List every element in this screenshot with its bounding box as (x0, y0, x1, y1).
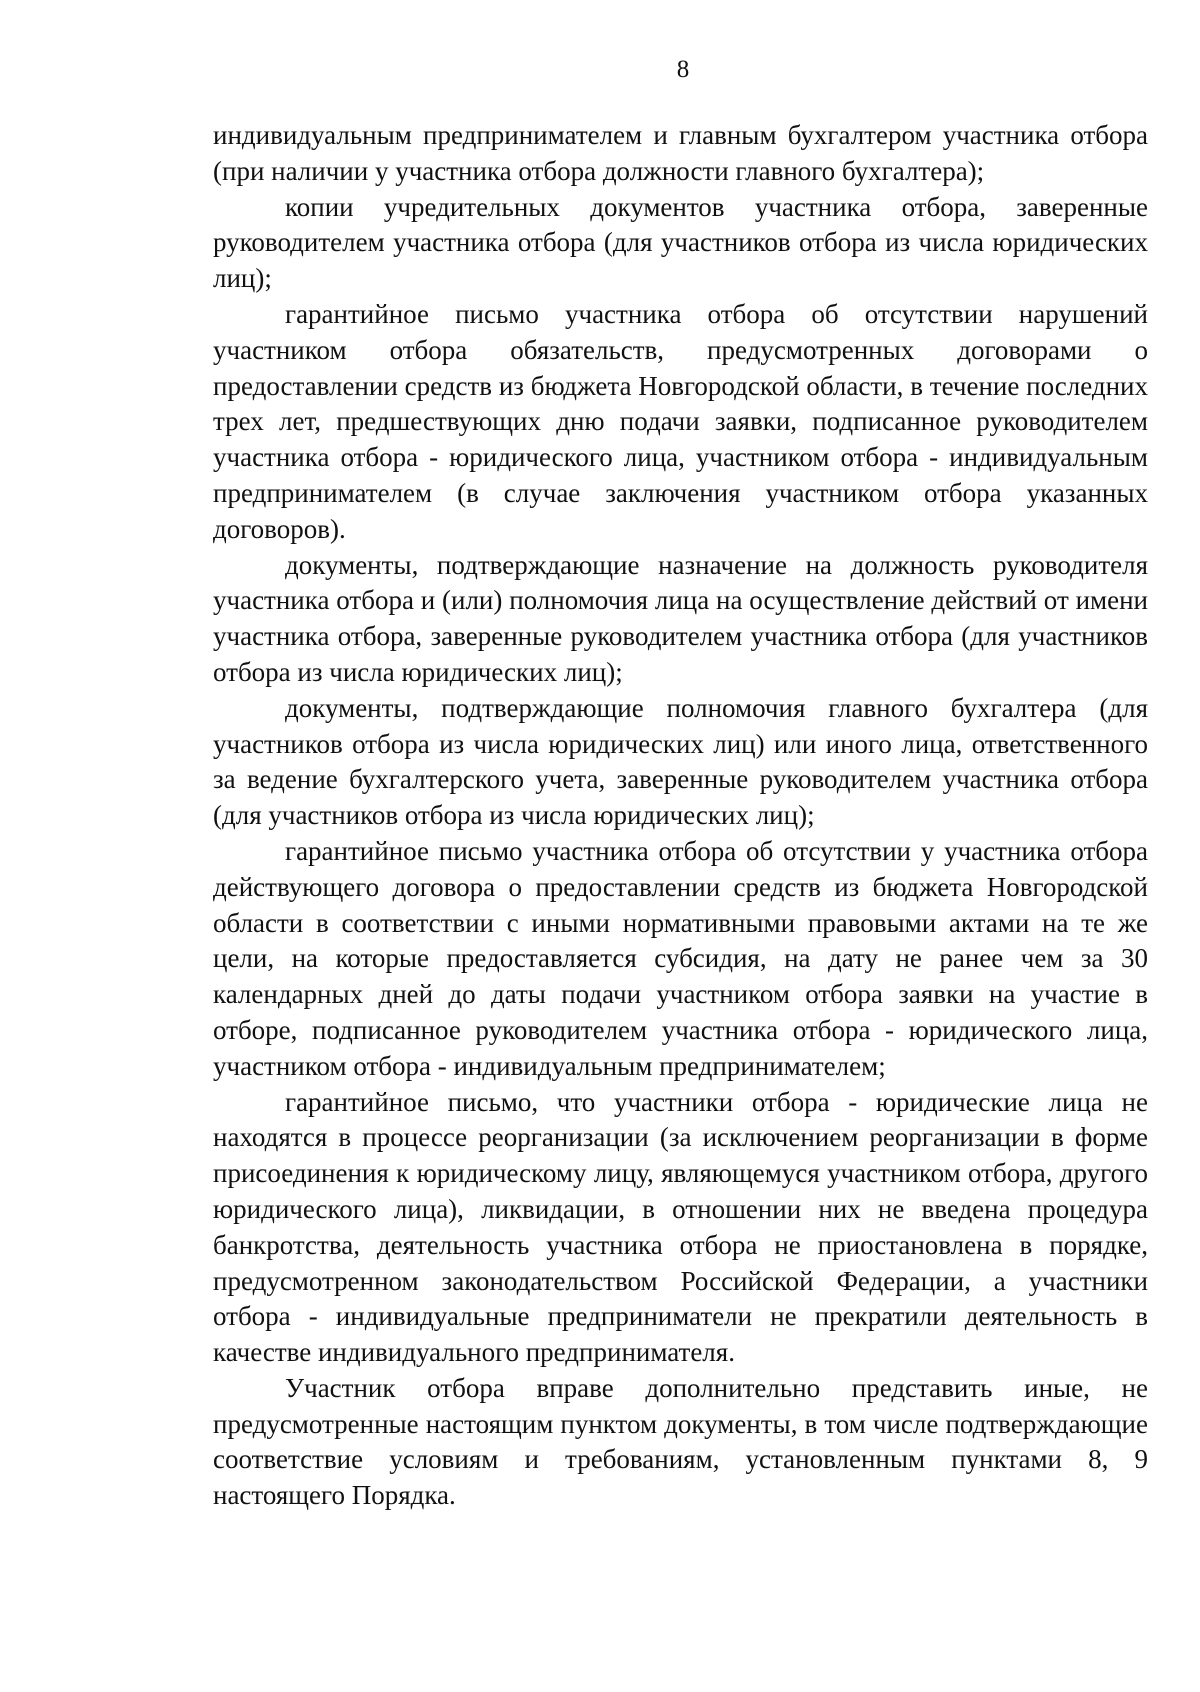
paragraph: Участник отбора вправе дополнительно представить иные, не предусмотренные настоящим пунктом документы, в том числе подтверждающие соответствие условиям и требованиям, установленным пунктами 8, 9 настоящего Порядка. (213, 1372, 1148, 1511)
paragraph: документы, подтверждающие назначение на должность руководителя участника отбора и (или) полномочия лица на осуществление действий от имени участника отбора, заверенные руководителем участника отбора (для участников отбора из числа юридических лиц); (213, 549, 1148, 687)
paragraph: гарантийное письмо участника отбора об отсутствии нарушений участником отбора обязательств, предусмотренных договорами о предоставлении средств из бюджета Новгородской области, в течение последних трех лет, предшествующих дню подачи заявки, подписанное руководителем участника отбора - юридического лица, участником отбора - индивидуальным предпринимателем (в случае заключения участником отбора указанных договоров). (213, 298, 1148, 544)
paragraph: копии учредительных документов участника отбора, заверенные руководителем участника отбора (для участников отбора из числа юридических лиц); (213, 191, 1148, 294)
paragraph: гарантийное письмо, что участники отбора - юридические лица не находятся в процессе реорганизации (за исключением реорганизации в форме присоединения к юридическому лицу, являющемуся участником отбора, другого юридического лица), ликвидации, в отношении них не введена процедура банкротства, деятельность участника отбора не приостановлена в порядке, предусмотренном законодательством Российской Федерации, а участники отбора - индивидуальные предприниматели не прекратили деятельность в качестве индивидуального предпринимателя. (213, 1086, 1148, 1368)
paragraph: документы, подтверждающие полномочия главного бухгалтера (для участников отбора из числа юридических лиц) или иного лица, ответственного за ведение бухгалтерского учета, заверенные руководителем участника отбора (для участников отбора из числа юридических лиц); (213, 692, 1148, 831)
document-body (213, 118, 1148, 1514)
paragraph: индивидуальным предпринимателем и главным бухгалтером участника отбора (при наличии у участника отбора должности главного бухгалтера); (213, 120, 1148, 186)
paragraph: гарантийное письмо участника отбора об отсутствии у участника отбора действующего договора о предоставлении средств из бюджета Новгородской области в соответствии с иными нормативными правовыми актами на те же цели, на которые предоставляется субсидия, на дату не ранее чем за 30 календарных дней до даты подачи участником отбора заявки на участие в отборе, подписанное руководителем участника отбора - юридического лица, участником отбора - индивидуальным предпринимателем; (213, 835, 1148, 1081)
page-number: 8 (676, 56, 690, 83)
